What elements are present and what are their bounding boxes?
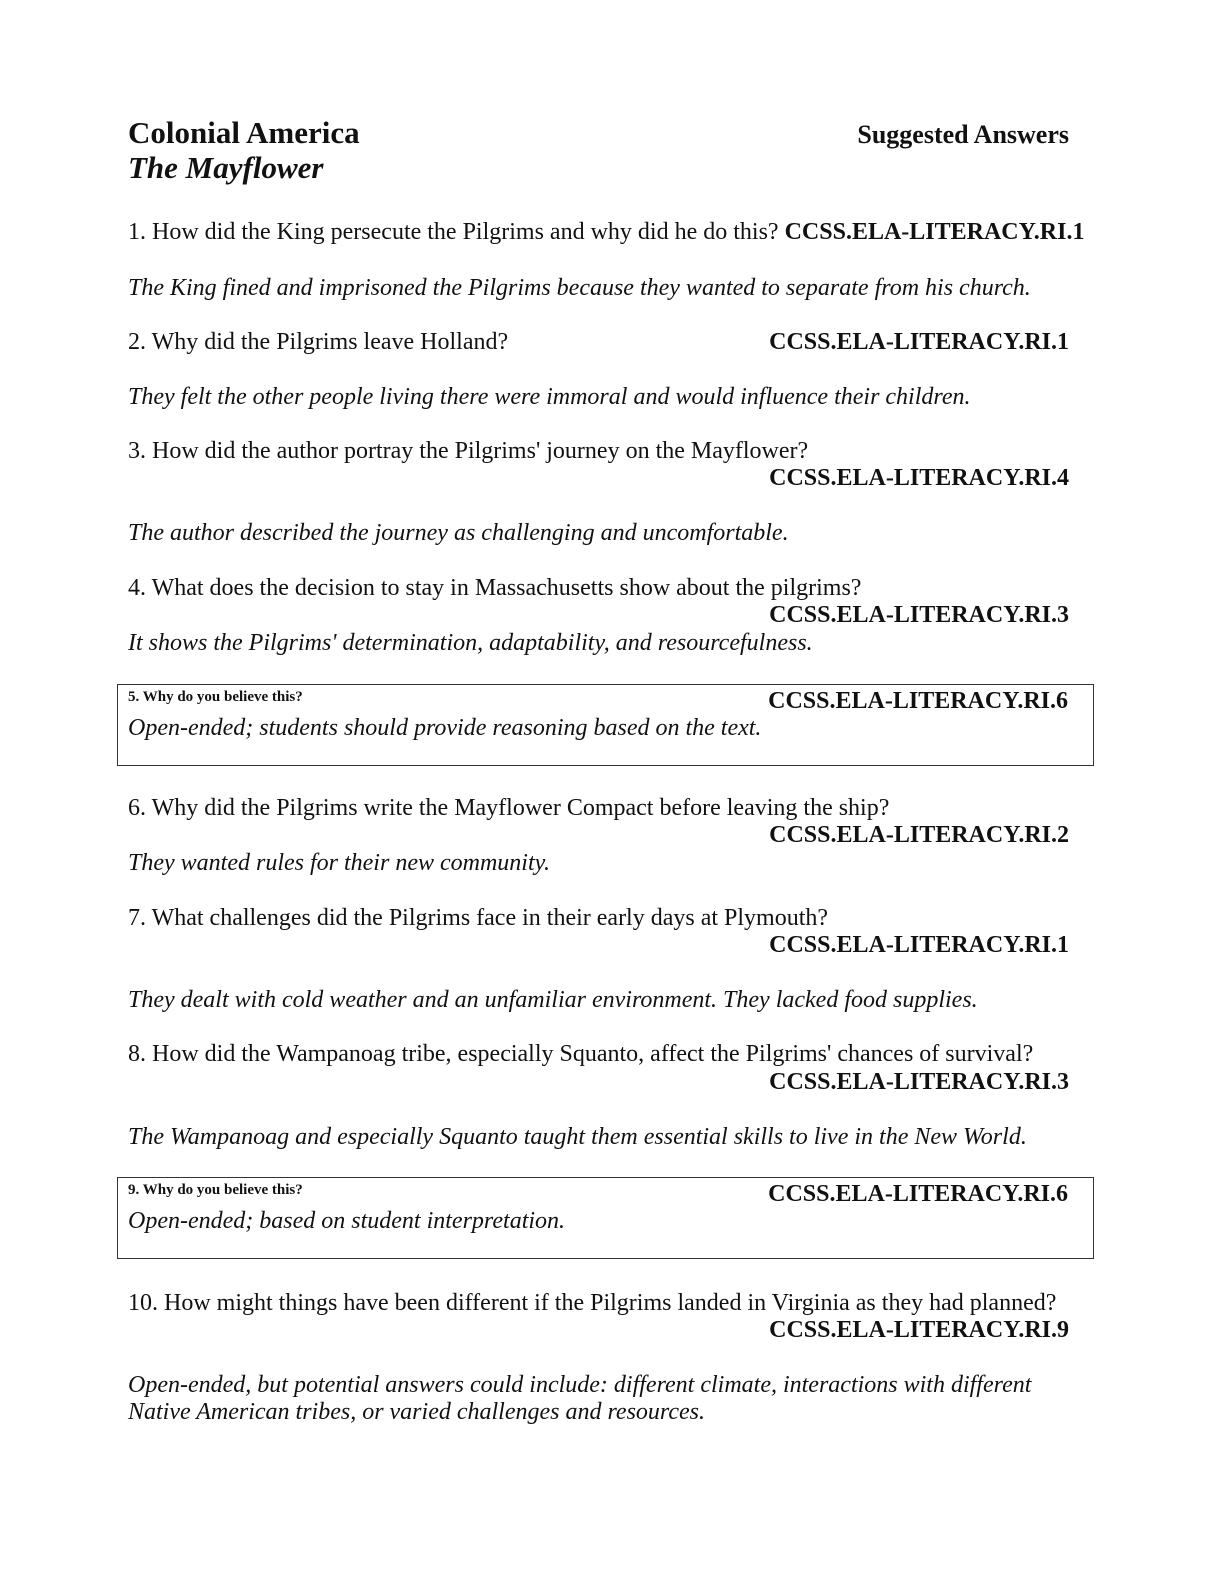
page-subtitle: The Mayflower: [128, 150, 324, 185]
question-1-standard: CCSS.ELA-LITERACY.RI.1: [784, 219, 1085, 245]
answer-box-9: [117, 1177, 1094, 1259]
question-5: 5. Why do you believe this?: [128, 689, 303, 705]
answer-5: Open-ended; students should provide reasoning based on the text.: [128, 715, 762, 741]
question-6-standard: CCSS.ELA-LITERACY.RI.2: [769, 822, 1069, 848]
question-5-standard: CCSS.ELA-LITERACY.RI.6: [768, 688, 1068, 714]
question-7: 7. What challenges did the Pilgrims face in their early days at Plymouth?: [128, 905, 829, 931]
answer-4: It shows the Pilgrims' determination, adaptability, and resourcefulness.: [128, 630, 813, 656]
question-1: [128, 219, 1084, 246]
answer-3: The author described the journey as challenging and uncomfortable.: [128, 520, 789, 546]
question-2-standard: CCSS.ELA-LITERACY.RI.1: [769, 329, 1069, 355]
answer-10-line-2: Native American tribes, or varied challenges and resources.: [128, 1399, 706, 1425]
answer-8: The Wampanoag and especially Squanto taught them essential skills to live in the New World.: [128, 1124, 1027, 1150]
question-10-standard: CCSS.ELA-LITERACY.RI.9: [769, 1317, 1069, 1343]
question-10: 10. How might things have been different if the Pilgrims landed in Virginia as they had planned?: [128, 1290, 1057, 1316]
answer-1: The King fined and imprisoned the Pilgrims because they wanted to separate from his church.: [128, 275, 1031, 301]
answer-10-line-1: Open-ended, but potential answers could include: different climate, interactions with different: [128, 1372, 1032, 1398]
answer-2: They felt the other people living there were immoral and would influence their children.: [128, 384, 971, 410]
page-title: Colonial America: [128, 115, 360, 150]
question-8: 8. How did the Wampanoag tribe, especially Squanto, affect the Pilgrims' chances of survival?: [128, 1041, 1034, 1067]
question-4: 4. What does the decision to stay in Massachusetts show about the pilgrims?: [128, 575, 862, 601]
question-1-text: 1. How did the King persecute the Pilgrims and why did he do this?: [128, 219, 779, 245]
question-3-standard: CCSS.ELA-LITERACY.RI.4: [769, 465, 1069, 491]
question-2: 2. Why did the Pilgrims leave Holland?: [128, 329, 509, 355]
question-7-standard: CCSS.ELA-LITERACY.RI.1: [769, 932, 1069, 958]
question-8-standard: CCSS.ELA-LITERACY.RI.3: [769, 1069, 1069, 1095]
answer-9: Open-ended; based on student interpretation.: [128, 1208, 566, 1234]
question-9: 9. Why do you believe this?: [128, 1182, 303, 1198]
question-6: 6. Why did the Pilgrims write the Mayflower Compact before leaving the ship?: [128, 795, 890, 821]
question-3: 3. How did the author portray the Pilgrims' journey on the Mayflower?: [128, 438, 809, 464]
answer-7: They dealt with cold weather and an unfamiliar environment. They lacked food supplies.: [128, 987, 978, 1013]
suggested-answers-label: Suggested Answers: [857, 120, 1069, 149]
question-4-standard: CCSS.ELA-LITERACY.RI.3: [769, 602, 1069, 628]
question-9-standard: CCSS.ELA-LITERACY.RI.6: [768, 1181, 1068, 1207]
answer-box-5: [117, 684, 1094, 766]
answer-6: They wanted rules for their new community.: [128, 850, 550, 876]
